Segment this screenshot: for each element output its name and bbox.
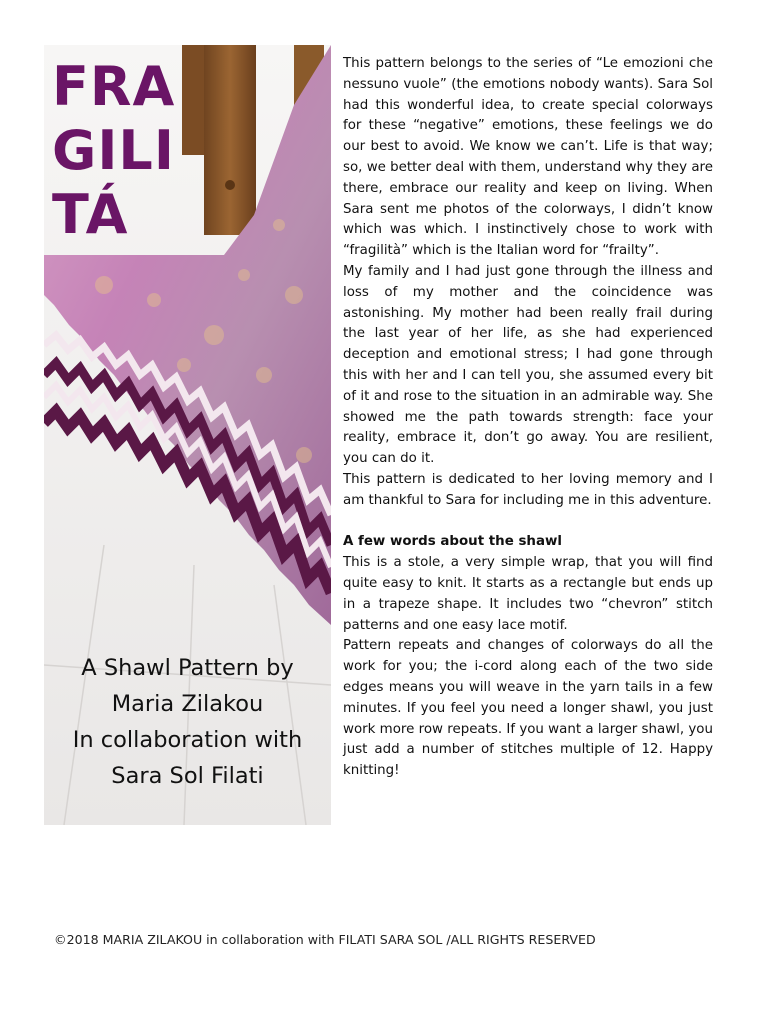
intro-paragraph: This pattern belongs to the series of “Le emozioni che nessuno vuole” (the emotions nobody wants). Sara Sol had this wonderful idea, to create special colorways for these “negative” emotions, these feelings we do our best to avoid. We know we can’t. Life is that way; so, we better deal with them, understand why they are there, embrace our reality and keep on living. When Sara sent me photos of the colorways, I didn’t know which was which. I instinctively chose to work with “fragilità” which is the Italian word for “frailty”. bbox=[343, 56, 713, 259]
credit-line-3: In collaboration with bbox=[72, 727, 303, 753]
title-line-2: GILI bbox=[52, 119, 175, 182]
body-text bbox=[343, 54, 713, 782]
copyright-footer: ©2018 MARIA ZILAKOU in collaboration with FILATI SARA SOL /ALL RIGHTS RESERVED bbox=[54, 932, 596, 947]
credit-line-2: Maria Zilakou bbox=[111, 691, 264, 717]
title-line-3: TÁ bbox=[52, 183, 129, 246]
pattern-title bbox=[52, 55, 175, 247]
title-line-1: FRA bbox=[52, 55, 176, 118]
dedication-paragraph: This pattern is dedicated to her loving memory and I am thankful to Sara for including me in this adventure. bbox=[343, 471, 713, 508]
spacer bbox=[343, 512, 713, 533]
credit-line-1: A Shawl Pattern by bbox=[81, 655, 294, 681]
pattern-notes: Pattern repeats and changes of colorways do all the work for you; the i-cord along each of the two side edges means you will weave in the yarn tails in a few minutes. If you feel you need a longer shawl, you just work more row repeats. If you want a larger shawl, you just add a number of stitches multiple of 12. Happy knitting! bbox=[343, 638, 713, 779]
credit-line-4: Sara Sol Filati bbox=[111, 763, 264, 789]
family-paragraph: My family and I had just gone through the illness and loss of my mother and the coincidence was astonishing. My mother had been really frail during the last year of her life, as she had experienced deception and emotional stress; I had gone through this with her and I can tell you, she assumed every bit of it and rose to the situation in an admirable way. She showed me the path towards strength: face your reality, embrace it, don’t go away. You are resilient, you can do it. bbox=[343, 263, 713, 467]
shawl-description: This is a stole, a very simple wrap, that you will find quite easy to knit. It starts as a rectangle but ends up in a trapeze shape. It includes two “chevron” stitch patterns and one easy lace motif. bbox=[343, 555, 713, 633]
pattern-credits bbox=[44, 650, 331, 794]
shawl-heading: A few words about the shawl bbox=[343, 534, 562, 550]
